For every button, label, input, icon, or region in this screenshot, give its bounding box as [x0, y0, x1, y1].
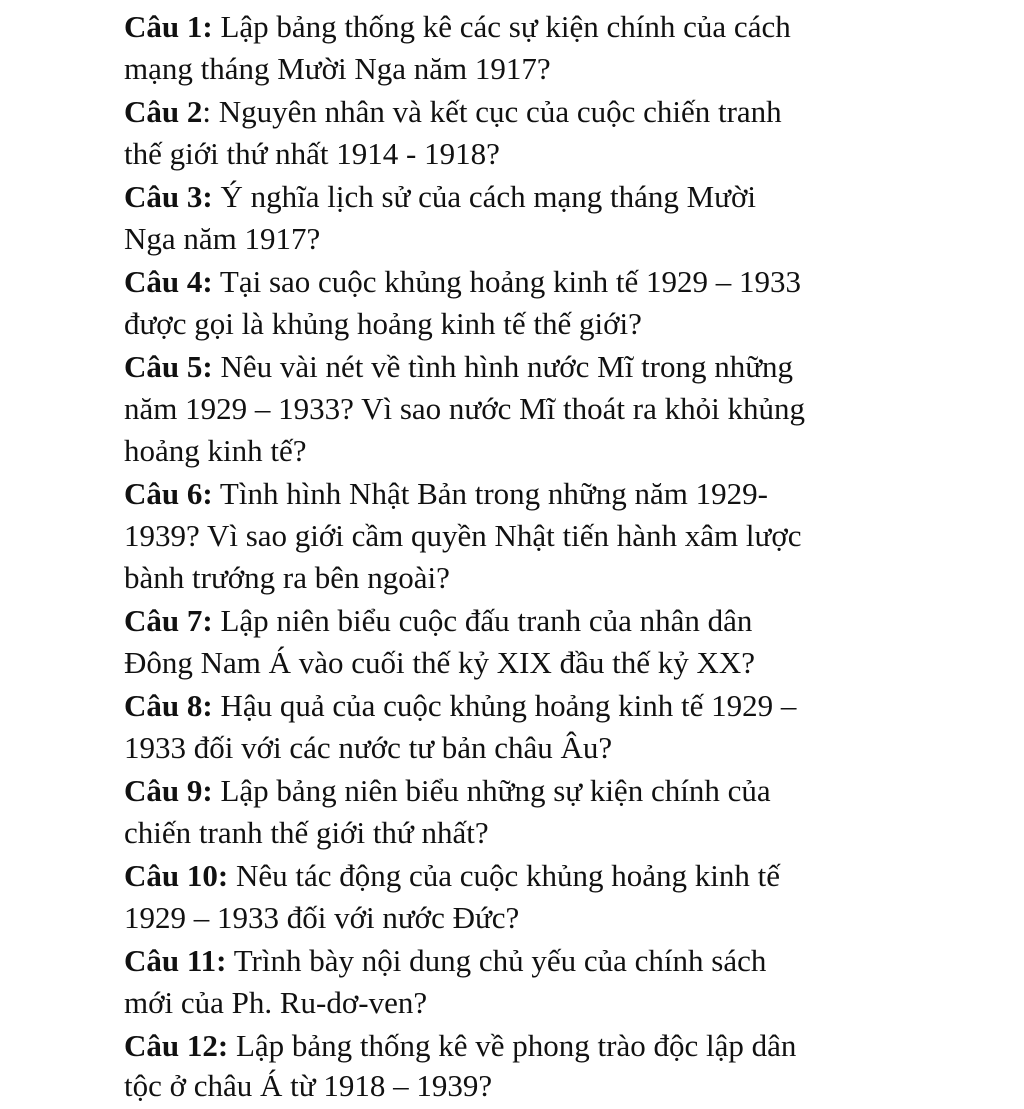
question-4-line-1 — [124, 264, 801, 300]
question-3-text: Ý nghĩa lịch sử của cách mạng tháng Mười — [212, 179, 756, 214]
question-10-line-1 — [124, 858, 780, 894]
question-8-line-1 — [124, 688, 796, 724]
question-10-label: Câu 10: — [124, 858, 229, 893]
question-5-line-1 — [124, 349, 793, 385]
question-4-text: Tại sao cuộc khủng hoảng kinh tế 1929 – 1933 — [212, 264, 802, 299]
question-10-line-2: 1929 – 1933 đối với nước Đức? — [124, 900, 520, 935]
question-3-line-1 — [124, 179, 756, 215]
question-6-text: Tình hình Nhật Bản trong những năm 1929- — [212, 476, 768, 511]
question-11-label: Câu 11: — [124, 943, 227, 978]
question-12-line-1 — [124, 1028, 796, 1064]
question-5-line-3: hoảng kinh tế? — [124, 433, 307, 468]
question-9-line-1 — [124, 773, 771, 809]
question-2-line-1 — [124, 94, 782, 130]
question-11-line-1 — [124, 943, 766, 979]
question-4-label: Câu 4: — [124, 264, 213, 299]
question-4-line-2: được gọi là khủng hoảng kinh tế thế giới? — [124, 306, 642, 341]
question-12-text: Lập bảng thống kê về phong trào độc lập dân — [228, 1028, 797, 1063]
question-1-text: Lập bảng thống kê các sự kiện chính của cách — [212, 9, 791, 44]
question-11-text: Trình bày nội dung chủ yếu của chính sách — [226, 943, 767, 978]
question-7-line-1 — [124, 603, 752, 639]
question-list — [124, 0, 914, 1109]
question-12-line-2: tộc ở châu Á từ 1918 – 1939? — [124, 1068, 493, 1103]
question-8-text: Hậu quả của cuộc khủng hoảng kinh tế 1929 – — [212, 688, 797, 723]
question-8-label: Câu 8: — [124, 688, 213, 723]
question-7-line-2: Đông Nam Á vào cuối thế kỷ XIX đầu thế kỷ XX? — [124, 645, 756, 680]
question-5-label: Câu 5: — [124, 349, 213, 384]
question-1-line-2: mạng tháng Mười Nga năm 1917? — [124, 51, 551, 86]
question-2-label: Câu 2 — [124, 94, 203, 129]
question-8-line-2: 1933 đối với các nước tư bản châu Âu? — [124, 730, 613, 765]
question-11-line-2: mới của Ph. Ru-dơ-ven? — [124, 985, 428, 1020]
question-6-label: Câu 6: — [124, 476, 213, 511]
question-3-line-2: Nga năm 1917? — [124, 221, 321, 256]
question-5-text: Nêu vài nét về tình hình nước Mĩ trong những — [212, 349, 794, 384]
question-3-label: Câu 3: — [124, 179, 213, 214]
question-2-text: : Nguyên nhân và kết cục của cuộc chiến tranh — [202, 94, 782, 129]
question-7-label: Câu 7: — [124, 603, 213, 638]
question-9-text: Lập bảng niên biểu những sự kiện chính của — [212, 773, 771, 808]
question-1-line-1 — [124, 9, 791, 45]
question-10-text: Nêu tác động của cuộc khủng hoảng kinh tế — [228, 858, 781, 893]
question-2-line-2: thế giới thứ nhất 1914 - 1918? — [124, 136, 500, 171]
question-1-label: Câu 1: — [124, 9, 213, 44]
question-6-line-2: 1939? Vì sao giới cầm quyền Nhật tiến hành xâm lược — [124, 518, 802, 553]
question-6-line-3: bành trướng ra bên ngoài? — [124, 560, 450, 595]
question-12-label: Câu 12: — [124, 1028, 229, 1063]
question-5-line-2: năm 1929 – 1933? Vì sao nước Mĩ thoát ra khỏi khủng — [124, 391, 805, 426]
question-6-line-1 — [124, 476, 768, 512]
question-9-label: Câu 9: — [124, 773, 213, 808]
question-7-text: Lập niên biểu cuộc đấu tranh của nhân dân — [212, 603, 753, 638]
question-9-line-2: chiến tranh thế giới thứ nhất? — [124, 815, 489, 850]
